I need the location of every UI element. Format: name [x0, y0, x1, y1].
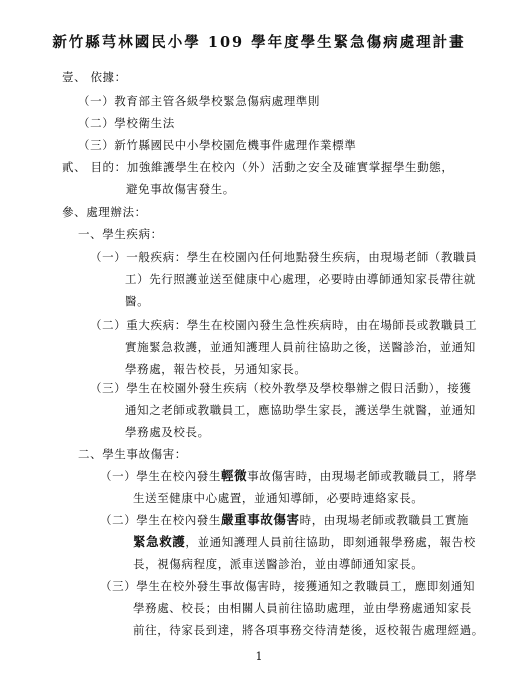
- basis-item-3: （三）新竹縣國民中小學校園危機事件處理作業標準: [78, 138, 357, 152]
- illness-offcampus-line-2: 通知之老師或教職員工，應協助學生家長，護送學生就醫，並通知: [125, 403, 476, 417]
- document-title: 新竹縣芎林國民小學 109 學年度學生緊急傷病處理計畫: [52, 34, 466, 51]
- illness-general-line-3: 醫。: [125, 294, 150, 308]
- illness-general-line-2: 工）先行照護並送至健康中心處理，必要時由導師通知家長帶往就: [125, 272, 476, 286]
- injury-minor-text-b: 事故傷害時，由現場老師或教職員工，將學: [247, 469, 478, 483]
- injury-serious-line-3: 長，視傷病程度，派車送醫診治，並由導師通知家長。: [133, 557, 424, 571]
- injury-serious-emphasis-2: 緊急救護: [133, 534, 186, 549]
- student-injury-heading: 二、學生事故傷害：: [78, 447, 187, 461]
- page-number: 1: [255, 650, 263, 663]
- illness-serious-line-2: 實施緊急救護，並通知護理人員前往協助之後，送醫診治，並通知: [125, 340, 476, 354]
- basis-item-2: （二）學校衛生法: [78, 116, 175, 130]
- injury-serious-line-1: [100, 513, 469, 527]
- injury-serious-text-c: ，並通知護理人員前往協助，即刻通報學務處，報告校: [185, 535, 476, 549]
- injury-offcampus-line-2: 學務處、校長；由相關人員前往協助處理，並由學務處通知家長: [133, 601, 472, 615]
- illness-general-line-1: （一）一般疾病：學生在校園內任何地點發生疾病，由現場老師（教職員: [90, 250, 478, 264]
- student-illness-heading: 一、學生疾病：: [78, 227, 163, 241]
- injury-minor-emphasis: 輕微: [221, 468, 248, 483]
- illness-offcampus-line-3: 學務處及校長。: [125, 425, 210, 439]
- injury-minor-line-1: [100, 469, 477, 483]
- injury-serious-text-b: 時，由現場老師或教職員工實施: [299, 513, 470, 527]
- injury-minor-text-a: （一）學生在校內發生: [100, 469, 221, 483]
- section-1-heading: 壹、 依據：: [62, 70, 127, 84]
- injury-offcampus-line-1: （三）學生在校外發生事故傷害時，接獲通知之教職員工，應即刻通知: [100, 579, 476, 593]
- section-2-line-1: 貳、 目的：加強維護學生在校內（外）活動之安全及確實掌握學生動態，: [62, 160, 454, 174]
- illness-serious-line-1: （二）重大疾病：學生在校園內發生急性疾病時，由在場師長或教職員工: [90, 318, 478, 332]
- illness-serious-line-3: 學務處，報告校長，另通知家長。: [125, 362, 307, 376]
- section-3-heading: 參、處理辦法：: [62, 205, 147, 219]
- basis-item-1: （一）教育部主管各級學校緊急傷病處理準則: [78, 94, 320, 108]
- injury-minor-line-2: 生送至健康中心處置，並通知導師，必要時連絡家長。: [133, 491, 424, 505]
- section-2-line-2: 避免事故傷害發生。: [126, 182, 235, 196]
- illness-offcampus-line-1: （三）學生在校園外發生疾病（校外教學及學校舉辦之假日活動），接獲: [90, 381, 472, 395]
- injury-serious-line-2: [133, 535, 476, 549]
- injury-serious-text-a: （二）學生在校內發生: [100, 513, 221, 527]
- injury-offcampus-line-3: 前往，待家長到達，將各項事務交待清楚後，返校報告處理經過。: [133, 623, 484, 637]
- injury-serious-emphasis: 嚴重事故傷害: [221, 512, 300, 527]
